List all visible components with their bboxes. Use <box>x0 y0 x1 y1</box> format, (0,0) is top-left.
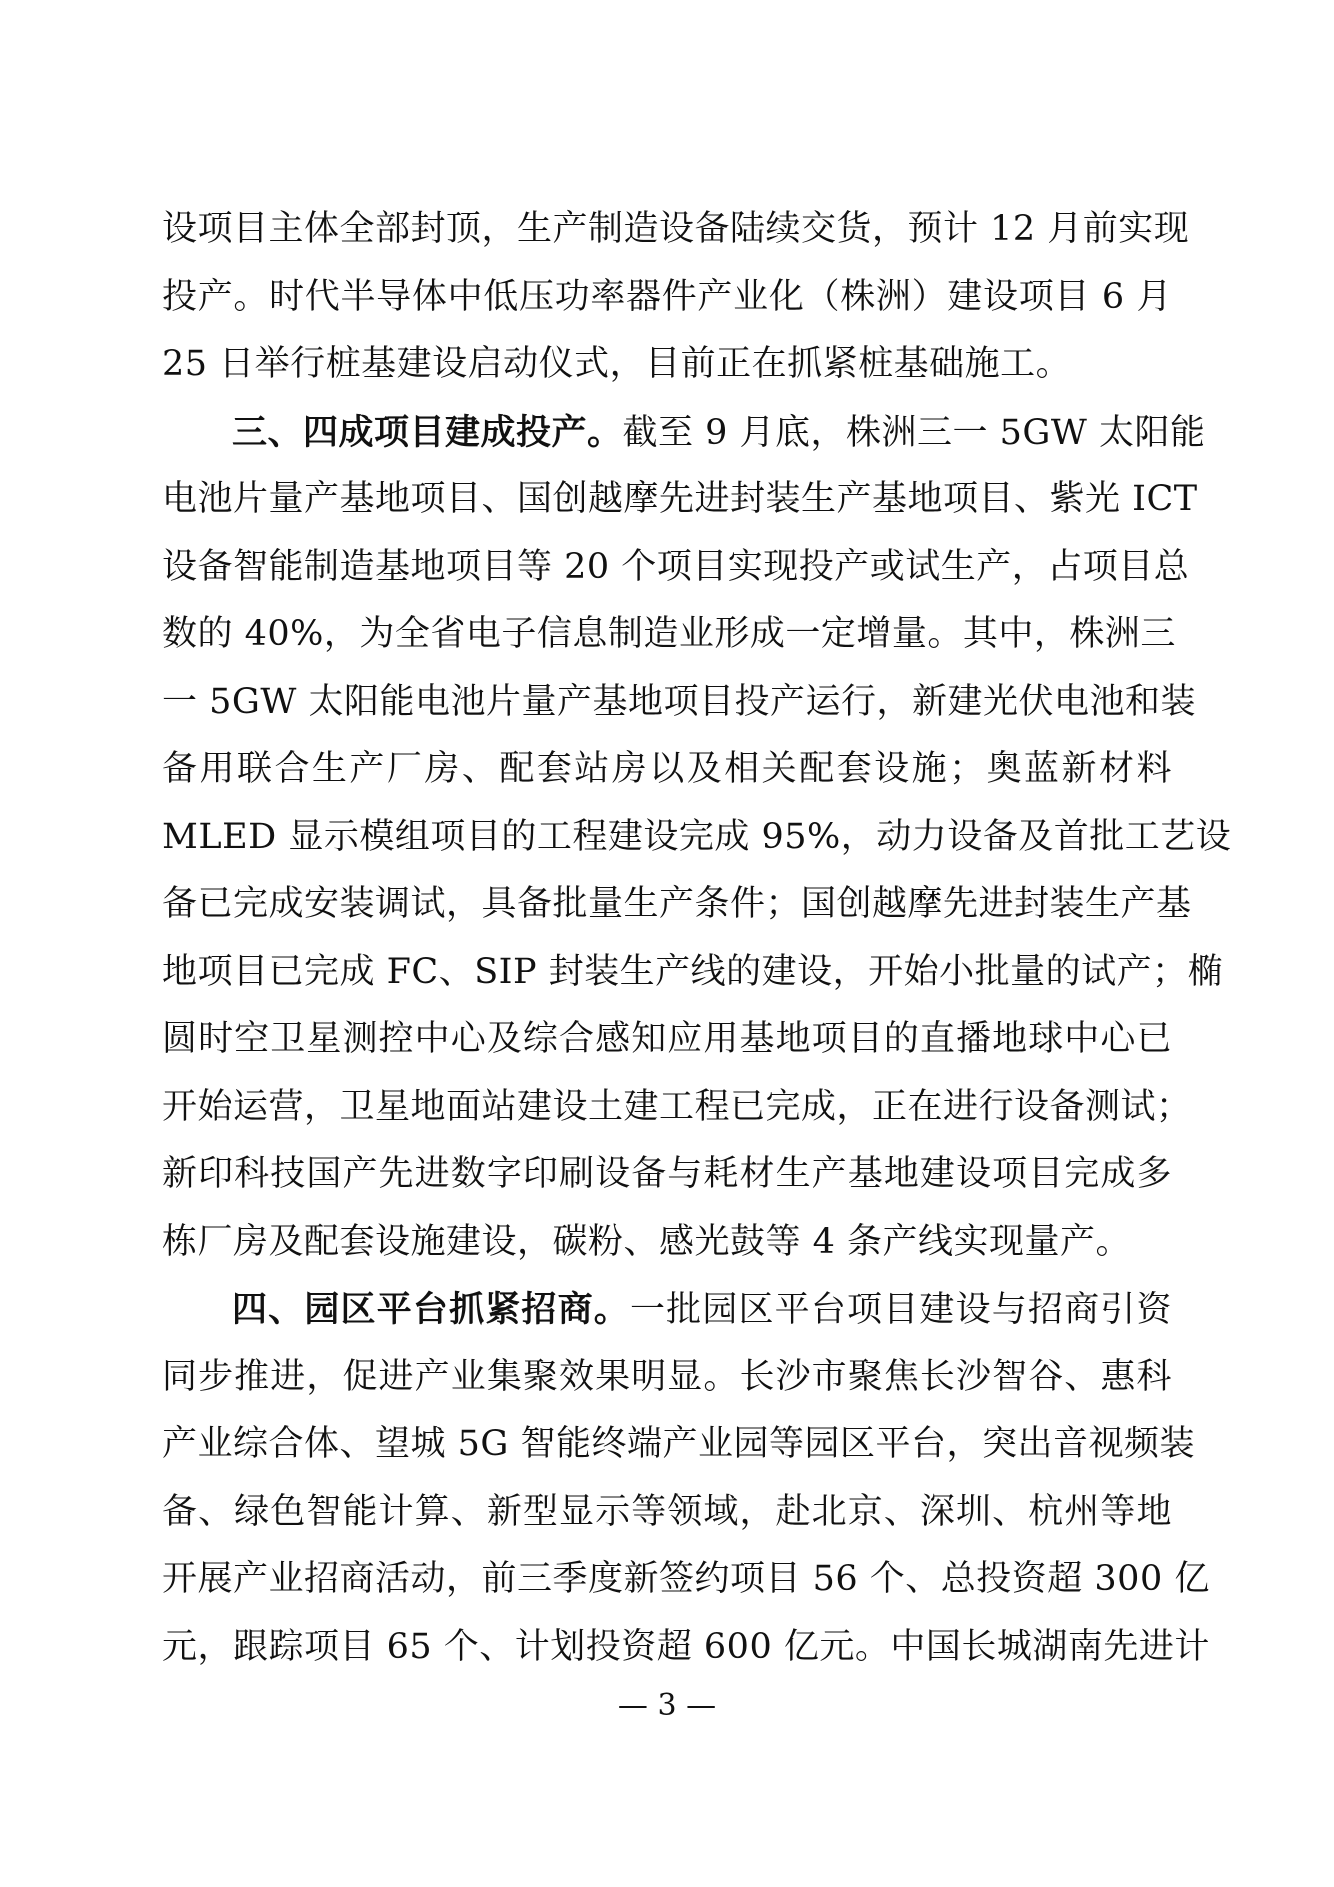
body-line: MLED 显示模组项目的工程建设完成 95%，动力设备及首批工艺设 <box>162 816 1232 857</box>
section-4-heading: 四、园区平台抓紧招商。 <box>232 1289 630 1330</box>
body-line: 电池片量产基地项目、国创越摩先进封装生产基地项目、紫光 ICT <box>162 479 1198 519</box>
body-line: 地项目已完成 FC、SIP 封装生产线的建设，开始小批量的试产；椭 <box>162 951 1224 992</box>
body-line: 产业综合体、望城 5G 智能终端产业园等园区平台，突出音视频装 <box>162 1424 1195 1464</box>
page-number: — 3 — <box>617 1688 717 1723</box>
section-4-first-line <box>162 1276 1172 1344</box>
body-line: 备用联合生产厂房、配套站房以及相关配套设施；奥蓝新材料 <box>162 749 1172 789</box>
section-3-first-line <box>162 399 1206 467</box>
body-line: 投产。时代半导体中低压功率器件产业化（株洲）建设项目 6 月 <box>162 276 1172 317</box>
body-line: 设项目主体全部封顶，生产制造设备陆续交货，预计 12 月前实现 <box>162 209 1190 249</box>
body-line: 新印科技国产先进数字印刷设备与耗材生产基地建设项目完成多 <box>162 1154 1172 1194</box>
body-line: 设备智能制造基地项目等 20 个项目实现投产或试生产，占项目总 <box>162 546 1190 587</box>
section-3-heading: 三、四成项目建成投产。 <box>232 411 623 453</box>
body-line: 栋厂房及配套设施建设，碳粉、感光鼓等 4 条产线实现量产。 <box>162 1221 1132 1262</box>
body-line: 开始运营，卫星地面站建设土建工程已完成，正在进行设备测试； <box>162 1086 1192 1127</box>
body-line: 25 日举行桩基建设启动仪式，目前正在抓紧桩基础施工。 <box>162 344 1072 384</box>
body-line: 一 5GW 太阳能电池片量产基地项目投产运行，新建光伏电池和装 <box>162 681 1196 722</box>
body-line: 备、绿色智能计算、新型显示等领域，赴北京、深圳、杭州等地 <box>162 1491 1172 1532</box>
body-line: 备已完成安装调试，具备批量生产条件；国创越摩先进封装生产基 <box>162 884 1192 924</box>
body-line: 圆时空卫星测控中心及综合感知应用基地项目的直播地球中心已 <box>162 1019 1172 1059</box>
document-body <box>162 196 1232 1681</box>
section-4-lead-text: 一批园区平台项目建设与招商引资 <box>629 1290 1172 1330</box>
body-line: 元，跟踪项目 65 个、计划投资超 600 亿元。中国长城湖南先进计 <box>162 1626 1210 1667</box>
body-line: 数的 40%，为全省电子信息制造业形成一定增量。其中，株洲三 <box>162 614 1176 654</box>
body-line: 同步推进，促进产业集聚效果明显。长沙市聚焦长沙智谷、惠科 <box>162 1356 1172 1397</box>
body-line: 开展产业招商活动，前三季度新签约项目 56 个、总投资超 300 亿 <box>162 1559 1210 1599</box>
section-3-lead-text: 截至 9 月底，株洲三一 5GW 太阳能 <box>622 412 1206 453</box>
